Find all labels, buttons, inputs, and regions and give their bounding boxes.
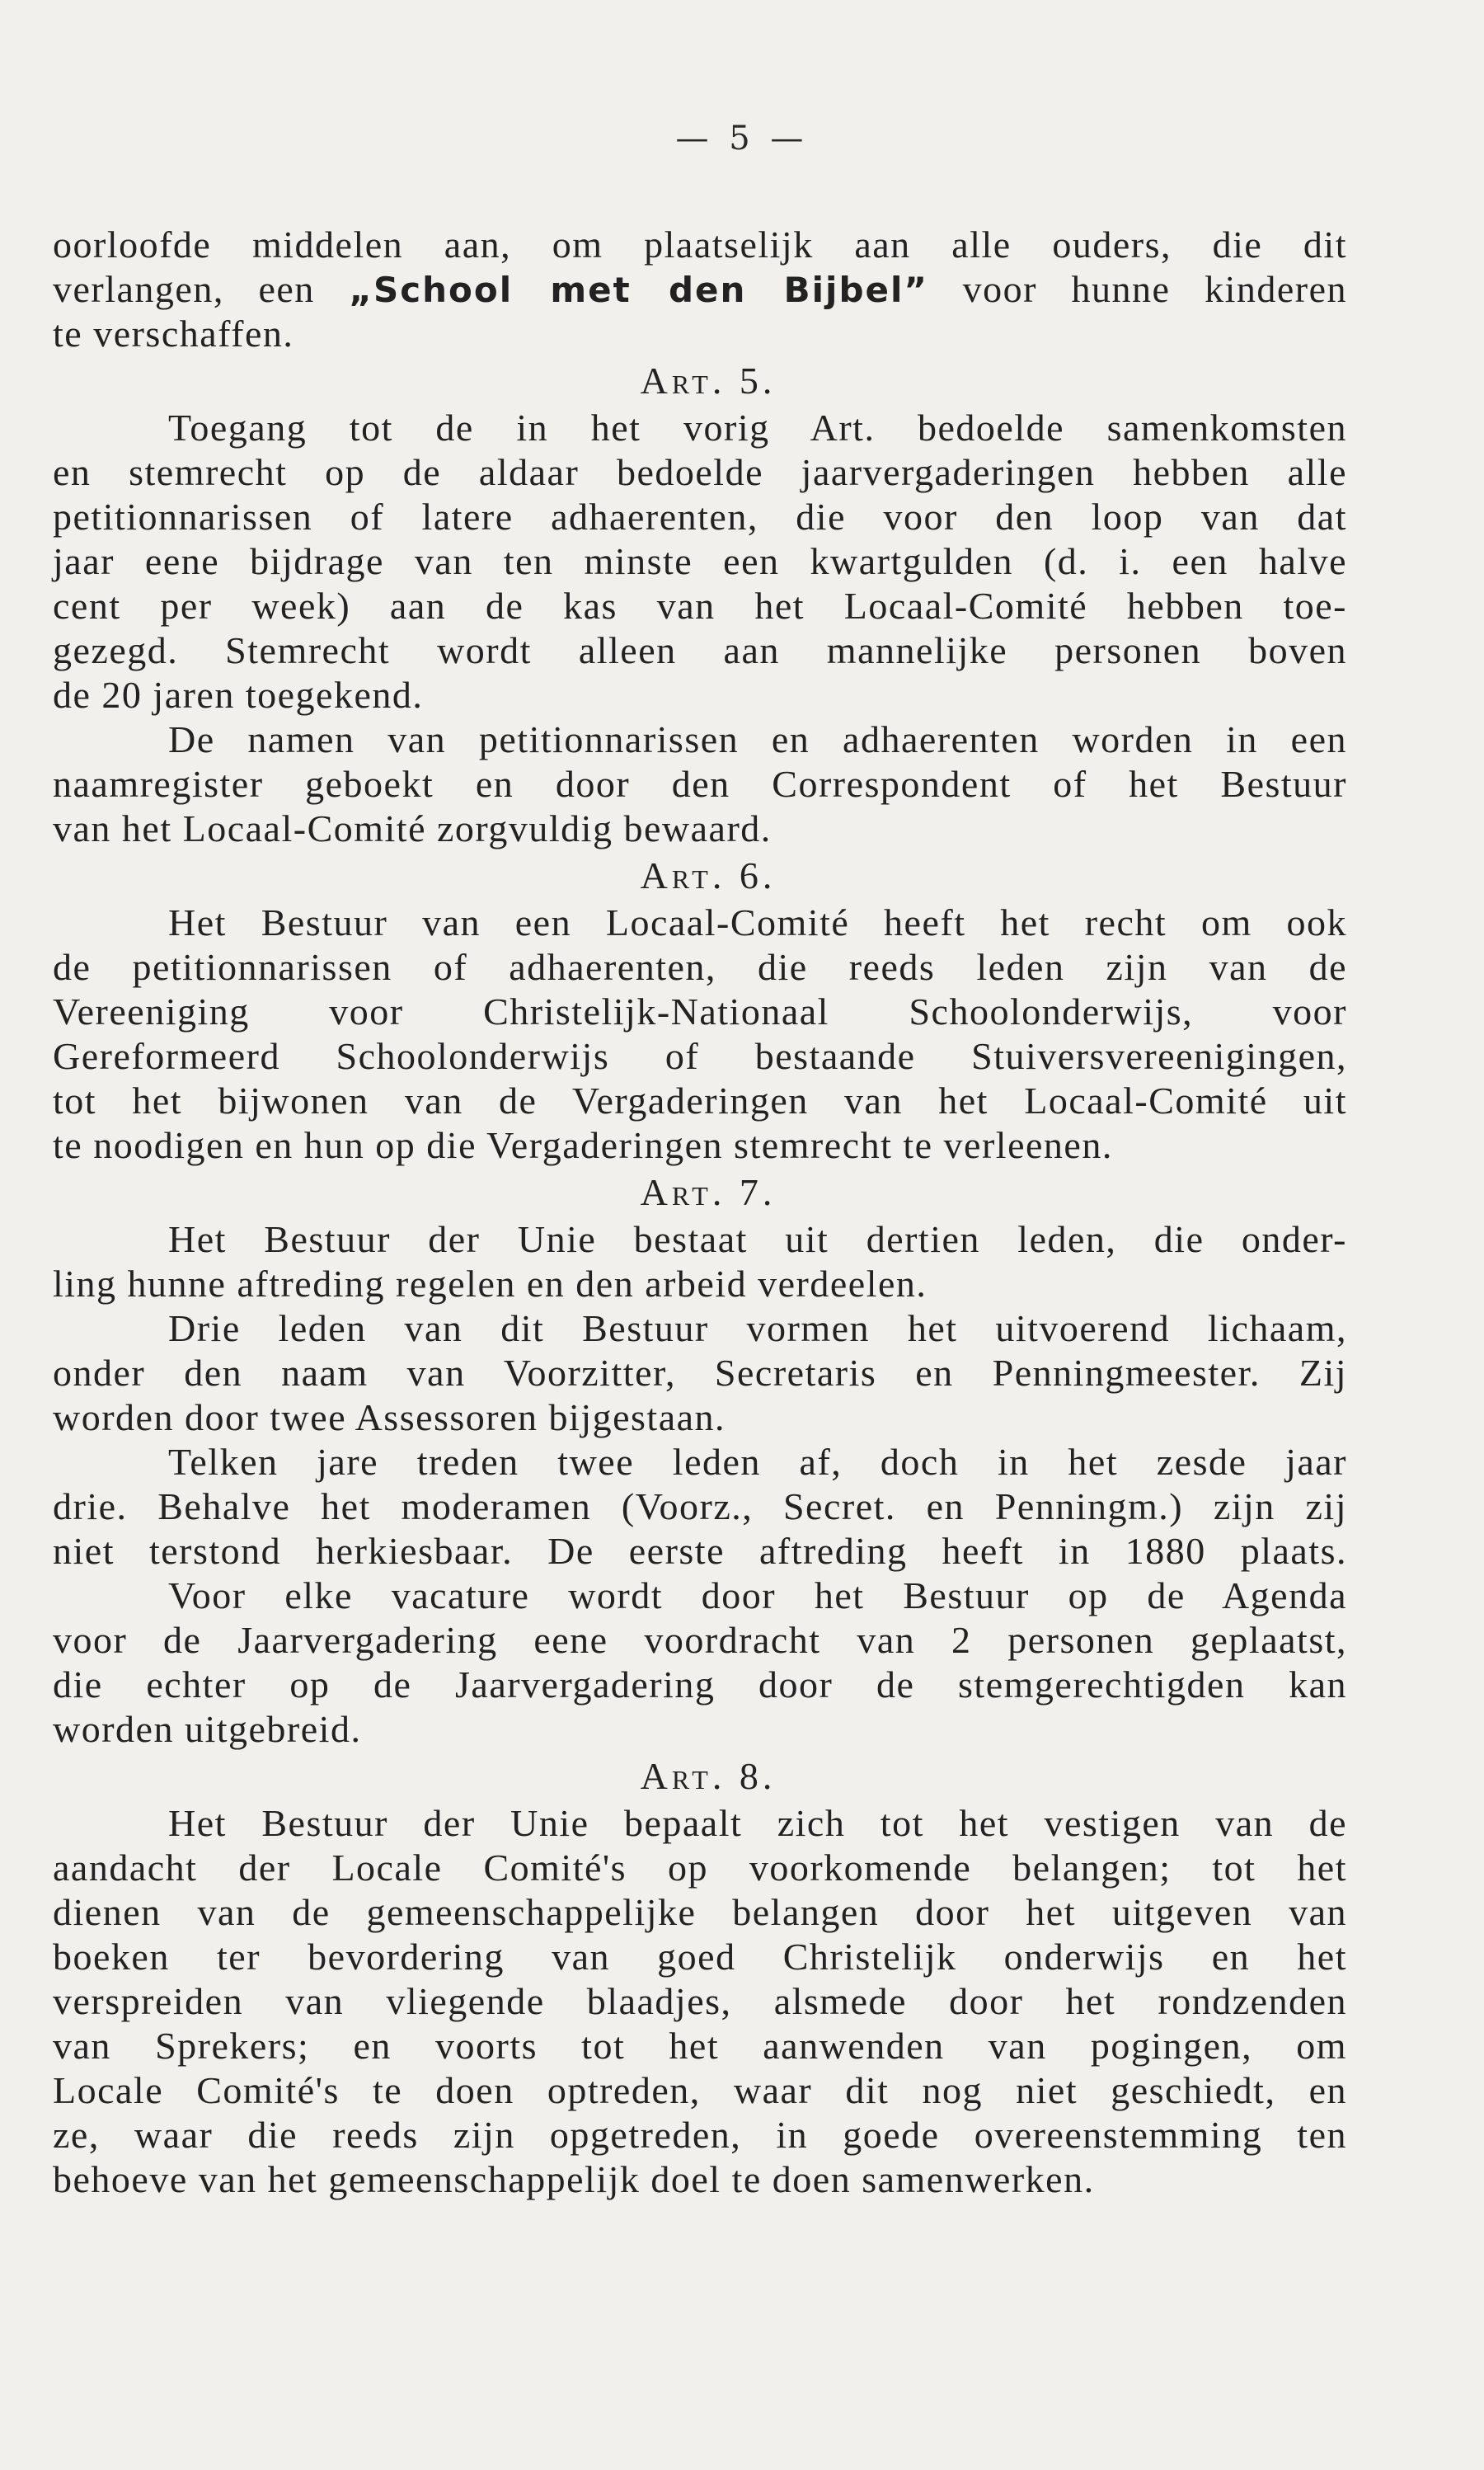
text-line: Gereformeerd Schoolonderwijs of bestaande Stuiversvereenigingen, [53, 1035, 1347, 1077]
text-line: drie. Behalve het moderamen (Voorz., Secret. en Penningm.) zijn zij [53, 1485, 1347, 1527]
text-line: te verschaffen. [53, 313, 294, 355]
text-line: voor de Jaarvergadering eene voordracht van 2 personen geplaatst, [53, 1619, 1347, 1661]
text-line: worden uitgebreid. [53, 1708, 362, 1750]
text-line: onder den naam van Voorzitter, Secretaris en Penningmeester. Zij [53, 1352, 1347, 1394]
text-line: Het Bestuur der Unie bestaat uit dertien leden, die onder- [168, 1218, 1347, 1260]
text-line: worden door twee Assessoren bijgestaan. [53, 1396, 726, 1438]
text-line: Het Bestuur der Unie bepaalt zich tot het vestigen van de [168, 1802, 1347, 1844]
text-line [53, 267, 1347, 312]
text-line: van het Locaal-Comité zorgvuldig bewaard. [53, 807, 772, 849]
text-line: tot het bijwonen van de Vergaderingen van het Locaal-Comité uit [53, 1080, 1347, 1122]
text-line: Voor elke vacature wordt door het Bestuur op de Agenda [168, 1574, 1347, 1616]
text-line: de petitionnarissen of adhaerenten, die reeds leden zijn van de [53, 946, 1347, 988]
page-number: — 5 — [675, 120, 809, 158]
text-line: De namen van petitionnarissen en adhaerenten worden in een [168, 718, 1347, 760]
text-line: cent per week) aan de kas van het Locaal-Comité hebben toe- [53, 585, 1347, 627]
text-fragment: voor hunne kinderen [928, 268, 1347, 310]
text-fragment: verlangen, een [53, 268, 350, 310]
text-line: verspreiden van vliegende blaadjes, alsmede door het rondzenden [53, 1980, 1347, 2022]
body-text [53, 223, 1347, 2202]
school-met-den-bijbel-emphasis: „School met den Bijbel” [349, 270, 928, 310]
text-line: aandacht der Locale Comité's op voorkomende belangen; tot het [53, 1847, 1347, 1889]
text-line: ze, waar die reeds zijn opgetreden, in goede overeenstemming ten [53, 2114, 1347, 2156]
text-line: naamregister geboekt en door den Correspondent of het Bestuur [53, 763, 1347, 805]
text-line: Toegang tot de in het vorig Art. bedoelde samenkomsten [168, 407, 1347, 449]
text-line: boeken ter bevordering van goed Christelijk onderwijs en het [53, 1936, 1347, 1978]
text-line: Vereeniging voor Christelijk-Nationaal Schoolonderwijs, voor [53, 990, 1347, 1033]
text-line: Het Bestuur van een Locaal-Comité heeft het recht om ook [168, 901, 1347, 943]
text-line: behoeve van het gemeenschappelijk doel te doen samenwerken. [53, 2158, 1095, 2200]
text-line: petitionnarissen of latere adhaerenten, die voor den loop van dat [53, 496, 1347, 538]
article-heading-5: Art. 5. [640, 360, 777, 402]
text-line: gezegd. Stemrecht wordt alleen aan mannelijke personen boven [53, 629, 1347, 671]
text-line: Telken jare treden twee leden af, doch in het zesde jaar [168, 1441, 1347, 1483]
text-line: oorloofde middelen aan, om plaatselijk aan alle ouders, die dit [53, 223, 1347, 266]
text-line: te noodigen en hun op die Vergaderingen stemrecht te verleenen. [53, 1124, 1113, 1166]
text-line: dienen van de gemeenschappelijke belangen door het uitgeven van [53, 1891, 1347, 1933]
article-heading-7: Art. 7. [640, 1171, 777, 1213]
text-line: ling hunne aftreding regelen en den arbeid verdeelen. [53, 1263, 928, 1305]
text-line: en stemrecht op de aldaar bedoelde jaarvergaderingen hebben alle [53, 451, 1347, 493]
article-heading-6: Art. 6. [640, 854, 777, 896]
text-line: niet terstond herkiesbaar. De eerste aftreding heeft in 1880 plaats. [53, 1530, 1347, 1572]
text-line: de 20 jaren toegekend. [53, 674, 424, 716]
text-line: van Sprekers; en voorts tot het aanwenden van pogingen, om [53, 2025, 1347, 2067]
text-line: Locale Comité's te doen optreden, waar dit nog niet geschiedt, en [53, 2069, 1347, 2111]
text-line: die echter op de Jaarvergadering door de stemgerechtigden kan [53, 1663, 1347, 1705]
article-heading-8: Art. 8. [640, 1755, 777, 1797]
text-line: Drie leden van dit Bestuur vormen het uitvoerend lichaam, [168, 1307, 1347, 1349]
text-line: jaar eene bijdrage van ten minste een kwartgulden (d. i. een halve [53, 540, 1347, 582]
